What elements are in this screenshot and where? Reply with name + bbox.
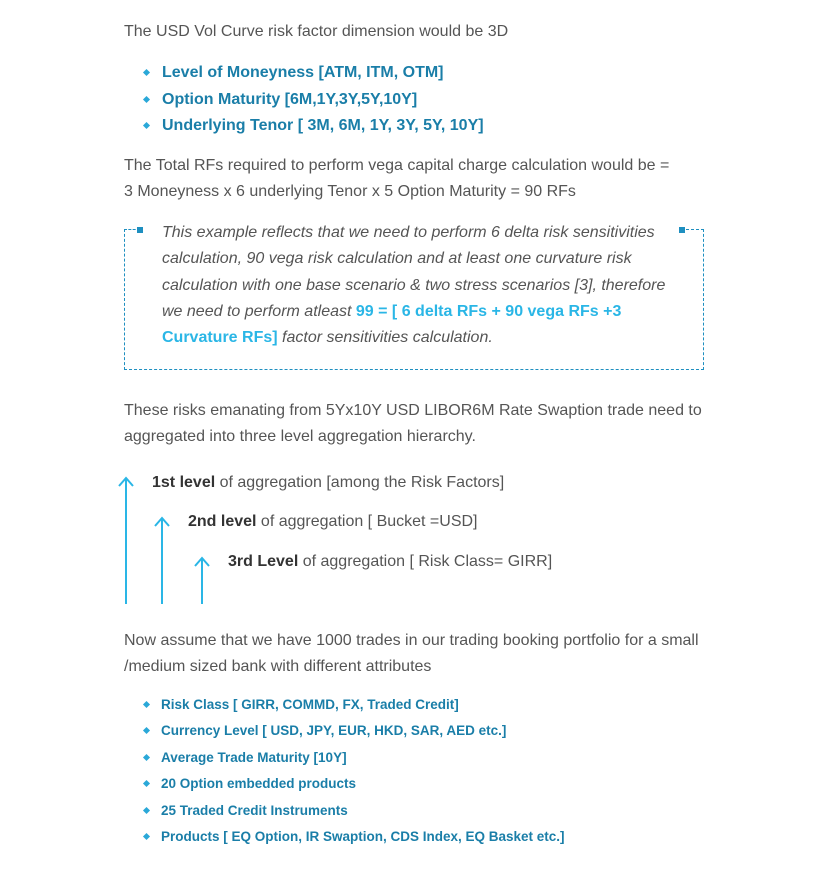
portfolio-intro-text: Now assume that we have 1000 trades in our trading booking portfolio for a small /medium sized bank with different attributes bbox=[124, 632, 699, 675]
list-item: Risk Class [ GIRR, COMMD, FX, Traded Credit] bbox=[141, 692, 565, 718]
list-item: Currency Level [ USD, JPY, EUR, HKD, SAR, AED etc.] bbox=[141, 718, 565, 744]
callout-top-right-border bbox=[686, 229, 704, 230]
aggregation-level-1 bbox=[152, 473, 504, 493]
attribute-list bbox=[141, 692, 565, 850]
list-item: Average Trade Maturity [10Y] bbox=[141, 745, 565, 771]
level-3-description: of aggregation [ Risk Class= GIRR] bbox=[298, 553, 553, 570]
list-item: Products [ EQ Option, IR Swaption, CDS Index, EQ Basket etc.] bbox=[141, 824, 565, 850]
total-rf-line-1: The Total RFs required to perform vega capital charge calculation would be = bbox=[124, 157, 670, 174]
level-1-arrow-icon bbox=[116, 474, 138, 606]
list-item: Option Maturity [6M,1Y,3Y,5Y,10Y] bbox=[141, 87, 484, 114]
callout-text-before: This example reflects that we need to perform 6 delta risk sensitivities calculation, 90 vega risk calculation and at least one curvature risk calculation with one base scenario & two stress scenarios [3], therefore we need to perform atleast bbox=[162, 224, 666, 320]
level-3-arrow-icon bbox=[192, 554, 214, 606]
example-callout-text bbox=[162, 220, 682, 351]
level-1-description: of aggregation [among the Risk Factors] bbox=[215, 474, 505, 491]
callout-text-after: factor sensitivities calculation. bbox=[277, 329, 493, 347]
level-2-label: 2nd level bbox=[188, 513, 257, 530]
level-3-label: 3rd Level bbox=[228, 553, 299, 570]
dimension-list bbox=[141, 60, 484, 140]
level-2-description: of aggregation [ Bucket =USD] bbox=[256, 513, 478, 530]
level-2-arrow-icon bbox=[152, 514, 174, 606]
callout-corner-marker bbox=[137, 227, 143, 233]
list-item: Level of Moneyness [ATM, ITM, OTM] bbox=[141, 60, 484, 87]
aggregation-level-3 bbox=[228, 552, 552, 572]
list-item: Underlying Tenor [ 3M, 6M, 1Y, 3Y, 5Y, 10Y] bbox=[141, 113, 484, 140]
list-item: 20 Option embedded products bbox=[141, 771, 565, 797]
callout-highlight: 99 = [ 6 delta RFs + 90 vega RFs +3 Curvature RFs] bbox=[162, 302, 622, 347]
aggregation-level-2 bbox=[188, 512, 478, 532]
intro-text: The USD Vol Curve risk factor dimension would be 3D bbox=[124, 23, 509, 40]
level-1-label: 1st level bbox=[152, 474, 216, 491]
total-rf-text bbox=[124, 153, 714, 205]
list-item: 25 Traded Credit Instruments bbox=[141, 798, 565, 824]
total-rf-line-2: 3 Moneyness x 6 underlying Tenor x 5 Option Maturity = 90 RFs bbox=[124, 183, 576, 200]
aggregation-intro-text: These risks emanating from 5Yx10Y USD LIBOR6M Rate Swaption trade need to aggregated into three level aggregation hierarchy. bbox=[124, 402, 702, 445]
